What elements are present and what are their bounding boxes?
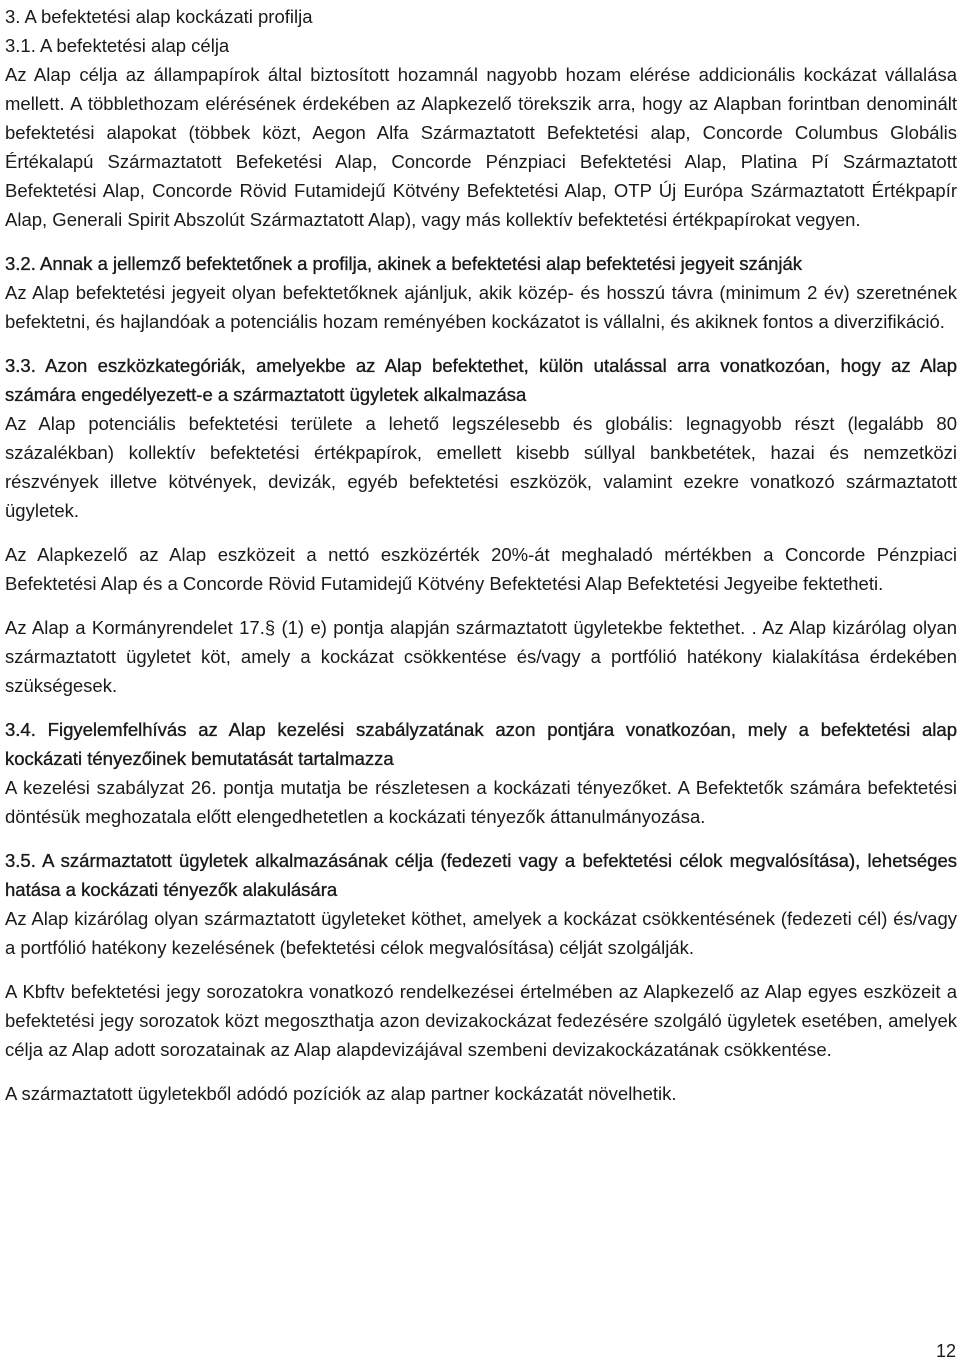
paragraph-3-3-b: Az Alapkezelő az Alap eszközeit a nettó eszközérték 20%-át meghaladó mértékben a Concorde Pénzpiaci Befektetési Alap és a Concorde Rövid Futamidejű Kötvény Befektetési Alap Befektetési Jegyeibe fektetheti.: [5, 544, 957, 594]
paragraph-3-1-a: Az Alap célja az állampapírok által biztosított hozamnál nagyobb hozam elérése addicionális kockázat vállalása mellett. A többlethozam elérésének érdekében az Alapkezelő törekszik arra, hogy az Alapban forintban denominált befektetési alapokat (többek közt, Aegon Alfa Származtatott Befektetési alap, Concorde Columbus Globális Értékalapú Származtatott Befeketési Alap, Concorde Pénzpiaci Befektetési Alap, Platina Pí Származtatott Befektetési Alap, Concorde Rövid Futamidejű Kötvény Befektetési Alap, OTP Új Európa Származtatott Értékpapír Alap, Generali Spirit Abszolút Származtatott Alap), vagy más kollektív befektetési értékpapírokat vegyen.: [5, 64, 957, 230]
paragraph-3-3-a: Az Alap potenciális befektetési területe a lehető legszélesebb és globális: legnagyobb részt (legalább 80 százalékban) kollektív befektetési értékpapírok, emellett kisebb súllyal bankbetétek, hazai és nemzetközi részvények illetve kötvények, devizák, egyéb befektetési eszközök, valamint ezekre vonatkozó származtatott ügyletek.: [5, 413, 957, 521]
section-heading-3-2: 3.2. Annak a jellemző befektetőnek a profilja, akinek a befektetési alap befektetési jegyeit szánják: [5, 253, 803, 274]
paragraph-3-4-a: A kezelési szabályzat 26. pontja mutatja be részletesen a kockázati tényezőket. A Befektetők számára befektetési döntésük meghozatala előtt elengedhetetlen a kockázati tényezők áttanulmányozása.: [5, 777, 957, 827]
section-title: 3. A befektetési alap kockázati profilja: [5, 6, 313, 27]
document-page: [5, 2, 957, 1108]
section-heading-3-5: 3.5. A származtatott ügyletek alkalmazásának célja (fedezeti vagy a befektetési célok megvalósítása), lehetséges hatása a kockázati tényezők alakulására: [5, 850, 957, 900]
section-heading-3-1: 3.1. A befektetési alap célja: [5, 35, 230, 56]
paragraph-3-5-b: A Kbftv befektetési jegy sorozatokra vonatkozó rendelkezései értelmében az Alapkezelő az Alap egyes eszközeit a befektetési jegy sorozatok közt megoszthatja azon devizakockázat fedezésére szolgáló ügyletek esetében, amelyek célja az Alap adott sorozatainak az Alap alapdevizájával szembeni devizakockázatának csökkentése.: [5, 981, 957, 1060]
paragraph-3-5-a: Az Alap kizárólag olyan származtatott ügyleteket köthet, amelyek a kockázat csökkentésének (fedezeti cél) és/vagy a portfólió hatékony kezelésének (befektetési célok megvalósítása) célját szolgálják.: [5, 908, 957, 958]
page-number: 12: [935, 1341, 956, 1361]
paragraph-3-3-c: Az Alap a Kormányrendelet 17.§ (1) e) pontja alapján származtatott ügyletekbe fektethet. . Az Alap kizárólag olyan származtatott ügyletet köt, amely a kockázat csökkentése és/vagy a portfólió hatékony kialakítása érdekében szükségesek.: [5, 617, 957, 696]
paragraph-3-2-a: Az Alap befektetési jegyeit olyan befektetőknek ajánljuk, akik közép- és hosszú távra (minimum 2 év) szeretnének befektetni, és hajlandóak a potenciális hozam reményében kockázatot is vállalni, és akiknek fontos a diverzifikáció.: [5, 282, 957, 332]
paragraph-3-5-c: A származtatott ügyletekből adódó pozíciók az alap partner kockázatát növelhetik.: [5, 1083, 677, 1104]
section-heading-3-4: 3.4. Figyelemfelhívás az Alap kezelési szabályzatának azon pontjára vonatkozóan, mely a befektetési alap kockázati tényezőinek bemutatását tartalmazza: [5, 719, 957, 769]
section-heading-3-3: 3.3. Azon eszközkategóriák, amelyekbe az Alap befektethet, külön utalással arra vonatkozóan, hogy az Alap számára engedélyezett-e a származtatott ügyletek alkalmazása: [5, 355, 957, 405]
